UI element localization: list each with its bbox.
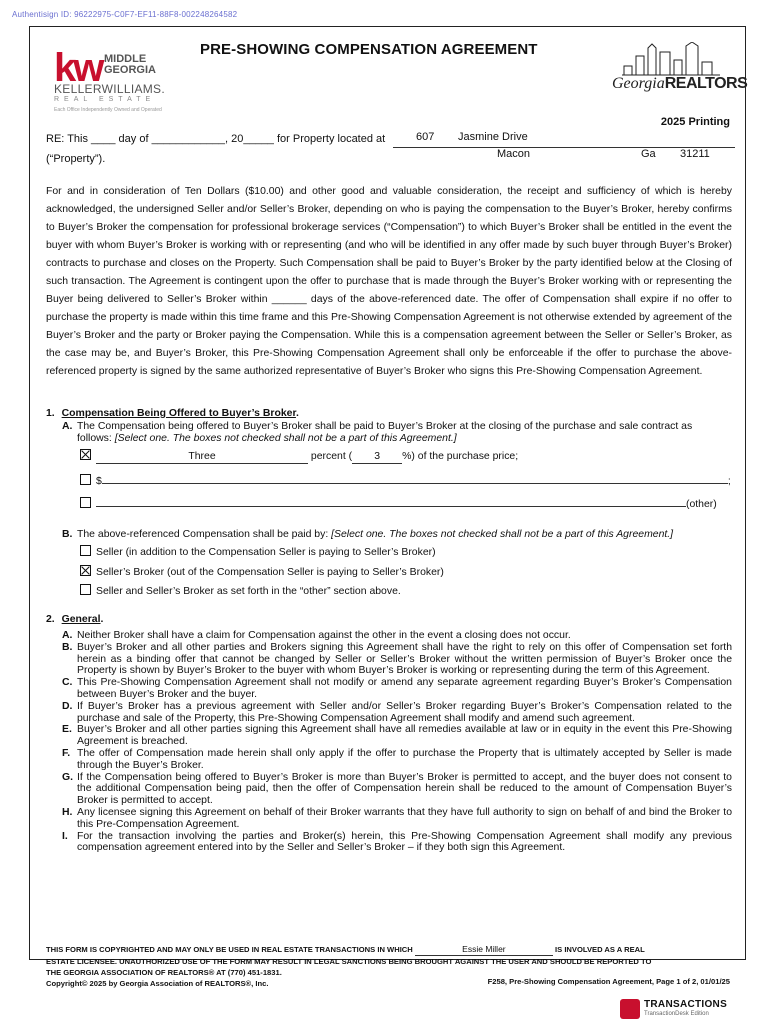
section-1a-select-note: [Select one. The boxes not checked shall not be a part of this Agreement.] — [114, 433, 457, 444]
payer-sellers-broker-checkbox[interactable] — [80, 565, 91, 576]
transactions-logo — [620, 998, 745, 1020]
kw-tagline: Each Office Independently Owned and Operated — [54, 107, 162, 113]
section-1a-text: The Compensation being offered to Buyer’s Broker shall be paid to Buyer’s Broker at the closing of the purchase and sale contract as — [77, 421, 693, 432]
transactions-icon — [620, 999, 640, 1019]
item-letter: B. — [62, 641, 73, 653]
item-letter: H. — [62, 806, 73, 818]
keller-williams-logo — [54, 46, 174, 113]
property-label: (“Property”). — [46, 153, 106, 165]
compensation-option-percent — [80, 449, 518, 464]
footer-line-3: THE GEORGIA ASSOCIATION OF REALTORS® AT (770) 451-1831. — [46, 968, 282, 977]
payer-sellers-broker-label: Seller’s Broker (out of the Compensation Seller is paying to Seller’s Broker) — [96, 567, 444, 578]
atlanta-skyline-icon — [622, 42, 722, 76]
street-name-field[interactable]: Jasmine Drive — [458, 131, 528, 143]
item-text: Any licensee signing this Agreement on behalf of their Broker warrants that they have full authority to sign on behalf of and bind the Broker to this Pre-Compensation Agreement. — [77, 806, 732, 830]
section-1b-text: The above-referenced Compensation shall be paid by: — [77, 529, 332, 540]
item-letter: D. — [62, 700, 73, 712]
item-text: If the Compensation being offered to Buyer’s Broker is more than Buyer’s Broker is permitted to accept, and the buyer does not consent to the additional Compensation being paid, then the offer of Compensation herein shall be reduced to the amount of Compensation Buyer’s Broker is permitted to accept. — [77, 771, 732, 807]
percent-label: percent ( — [310, 451, 353, 462]
item-letter: C. — [62, 677, 73, 689]
kw-office-name: MIDDLE GEORGIA — [104, 53, 156, 76]
item-letter: F. — [62, 747, 71, 759]
item-text: Buyer’s Broker and all other parties and Brokers signing this Agreement shall have the right to rely on this offer of Compensation set forth herein as a binding offer that cannot be changed by Seller or Seller’s Broker without the written permission of Buyer’s Broker once the Property is shown by Buyer’s Broker to the buyer with whom Buyer’s Broker is working or representing during the term of this Agreement. — [77, 641, 732, 677]
section-1a-text2: follows: — [77, 433, 115, 444]
payer-seller-checkbox[interactable] — [80, 545, 91, 556]
footer-line-1 — [46, 944, 734, 956]
payer-both-label: Seller and Seller’s Broker as set forth in the “other” section above. — [96, 586, 401, 597]
transactions-name: TRANSACTIONS — [644, 999, 728, 1010]
dollar-checkbox[interactable] — [80, 474, 91, 485]
city-field[interactable]: Macon — [497, 148, 531, 160]
section-2-heading: 2. General. — [46, 614, 104, 625]
percent-suffix: %) of the purchase price; — [402, 451, 519, 462]
general-item-c — [62, 677, 732, 701]
percent-words-field[interactable]: Three — [96, 451, 308, 464]
footer-line-1-suffix: IS INVOLVED AS A REAL — [555, 945, 645, 954]
other-amount-field[interactable] — [96, 495, 686, 507]
kw-mark: kw — [54, 46, 102, 90]
gar-realtors: REALTORS — [664, 75, 748, 92]
dollar-sign: $ — [96, 476, 102, 487]
other-suffix: (other) — [686, 499, 717, 510]
payer-option-both — [80, 584, 401, 598]
general-item-a — [62, 630, 732, 642]
section-1-title: Compensation Being Offered to Buyer’s Broker — [61, 408, 296, 419]
dollar-suffix: ; — [727, 476, 731, 487]
item-text: Neither Broker shall have a claim for Compensation against the other in the event a closing does not occur. — [77, 630, 571, 641]
item-letter: E. — [62, 724, 72, 736]
item-letter: G. — [62, 771, 74, 783]
section-2-title: General — [61, 614, 101, 625]
item-text: Buyer’s Broker and all other parties signing this Agreement shall have all remedies available at law or in equity in the event this Pre-Showing Agreement is breached. — [77, 724, 732, 748]
section-1a-line2 — [77, 433, 457, 445]
state-field[interactable]: Ga — [641, 148, 656, 160]
kw-brand: KELLERWILLIAMS. — [54, 82, 165, 96]
item-text: If Buyer’s Broker has a previous agreement with Seller and/or Seller’s Broker regarding Buyer’s Broker’s Compensation related to the purchase and sale of the Property, this Pre-Showing Compensation Agreement shall modify and amend such agreement. — [77, 700, 732, 724]
general-item-d — [62, 701, 732, 725]
payer-option-sellers-broker — [80, 565, 444, 579]
payer-seller-label: Seller (in addition to the Compensation Seller is paying to Seller’s Broker) — [96, 547, 436, 558]
printing-year: 2025 Printing — [660, 116, 730, 128]
general-item-f — [62, 748, 732, 772]
licensee-name-field[interactable]: Essie Miller — [415, 944, 553, 956]
kw-real-estate: REAL ESTATE — [54, 96, 156, 103]
transactions-sub: TransactionDesk Edition — [644, 1011, 709, 1017]
section-1-number: 1. — [46, 408, 55, 419]
re-line: RE: This ____ day of ____________, 20_____ for Property located at — [46, 133, 386, 145]
authentisign-id: Authentisign ID: 96222975-C0F7-EF11-88F8-002248264582 — [12, 10, 238, 19]
gar-georgia: Georgia — [612, 75, 665, 92]
street-number-field[interactable]: 607 — [416, 131, 435, 143]
footer-copyright: Copyright© 2025 by Georgia Association of REALTORS®, Inc. — [46, 979, 269, 988]
zip-field[interactable]: 31211 — [680, 148, 710, 160]
item-letter: I. — [62, 830, 68, 842]
georgia-realtors-wordmark — [612, 75, 747, 93]
section-1-heading: 1. Compensation Being Offered to Buyer’s Broker. — [46, 408, 299, 419]
compensation-option-other — [80, 495, 717, 511]
percent-checkbox[interactable] — [80, 449, 91, 460]
compensation-option-dollar — [80, 472, 731, 488]
other-checkbox[interactable] — [80, 497, 91, 508]
general-item-h — [62, 807, 732, 831]
payer-option-seller — [80, 545, 436, 559]
footer-line-2: ESTATE LICENSEE. UNAUTHORIZED USE OF THE FORM MAY RESULT IN LEGAL SANCTIONS BEING BROUGHT AGAINST THE USER AND SHOULD BE REPORTED TO — [46, 957, 652, 966]
intro-paragraph: For and in consideration of Ten Dollars ($10.00) and other good and valuable consideration, the receipt and sufficiency of which is hereby acknowledged, the undersigned Seller and/or Seller’s Broker, depending on who is paying the compensation to the Buyer’s Broker, hereby confirms to Buyer’s Broker the compensation for professional brokerage services (“Compensation”) to which Buyer’s Broker shall be entitled in the event the buyer with whom Buyer’s Broker is working with or representing (and who will be identified in any offer made by such buyer through Buyer’s Broker) contracts to purchase and closes on the Property. Such Compensation shall be paid to Buyer’s Broker by the party identified below at the Closing of such transaction. The Agreement is contingent upon the offer to purchase that is made through the Buyer’s Broker working with or representing the Buyer being delivered to Seller’s Broker within ______ days of the above-referenced date. The offer of Compensation shall expire if no offer to purchase the property is made within this time frame and this Pre-Showing Compensation Agreement is not otherwise extended by agreement of the Buyer’s Broker and the party or Broker paying the Compensation. While this is a compensation agreement between the Seller or Seller’s Broker, as the case may be, and Buyer’s Broker, this Pre-Showing Compensation Agreement shall only be enforceable if the offer to purchase the above-referenced property is signed by the same authorized representative of Buyer’s Broker who signs this Pre-Showing Compensation Agreement. — [46, 186, 732, 377]
payer-both-checkbox[interactable] — [80, 584, 91, 595]
general-item-e — [62, 724, 732, 748]
georgia-realtors-logo — [608, 42, 748, 104]
percent-number-field[interactable]: 3 — [352, 451, 402, 464]
section-1b-line — [62, 529, 673, 541]
item-text: The offer of Compensation made herein shall only apply if the offer to purchase the Property that is ultimately accepted by Seller is made through the Buyer’s Broker. — [77, 747, 732, 771]
general-item-g — [62, 772, 732, 807]
item-letter: A. — [62, 630, 73, 641]
footer-line-1-prefix: THIS FORM IS COPYRIGHTED AND MAY ONLY BE USED IN REAL ESTATE TRANSACTIONS IN WHICH — [46, 945, 413, 954]
section-1b-select-note: [Select one. The boxes not checked shall not be a part of this Agreement.] — [331, 529, 674, 540]
document-title: PRE-SHOWING COMPENSATION AGREEMENT — [200, 41, 538, 58]
section-1a-letter: A. — [62, 421, 73, 432]
section-2-items — [62, 630, 732, 854]
general-item-i — [62, 831, 732, 855]
section-1a-line1 — [62, 421, 692, 433]
section-1b-letter: B. — [62, 529, 73, 540]
item-text: This Pre-Showing Compensation Agreement shall not modify or amend any separate agreement regarding Buyer’s Broker’s Compensation between Buyer’s Broker and the buyer. — [77, 677, 732, 700]
dollar-amount-field[interactable] — [102, 472, 728, 484]
general-item-b — [62, 642, 732, 677]
item-text: For the transaction involving the parties and Broker(s) herein, this Pre-Showing Compensation Agreement shall modify any previous compensation agreement entered into by the Seller and Seller’s Broker – if they both sign this Agreement. — [77, 830, 732, 854]
form-id: F258, Pre-Showing Compensation Agreement, Page 1 of 2, 01/01/25 — [487, 977, 730, 986]
section-2-number: 2. — [46, 614, 55, 625]
